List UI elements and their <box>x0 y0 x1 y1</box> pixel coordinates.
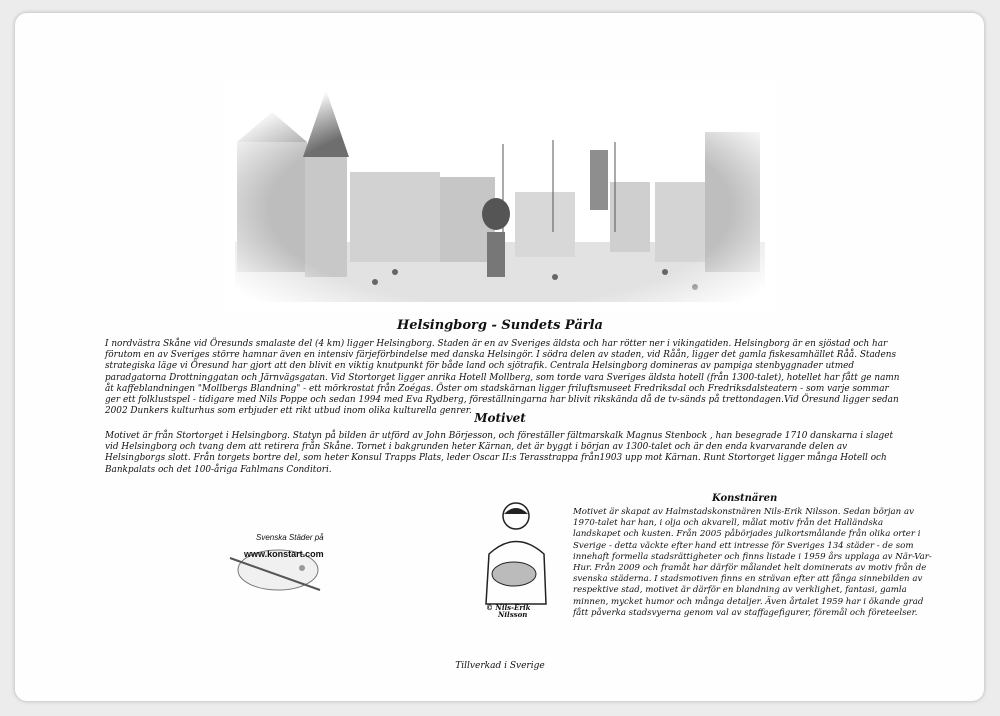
logo-caption: Svenska Städer på <box>256 533 324 542</box>
intro-paragraph: I nordvästra Skåne vid Öresunds smalaste del (4 km) ligger Helsingborg. Staden är en av Sveriges äldsta och har rötter ner i vikingatiden. Helsingborg är en sjöstad och har förutom en av Sveriges större hamnar även en intensiv färjeförbindelse med danska Helsingör. I södra delen av staden, vid Råån, ligger det gamla fiskesamhället Råå. Stadens strategiska läge vi Öresund har gjort att den blivit en viktig knutpunkt för både land och sjötrafik. Centrala Helsingborg domineras av pampiga stenbyggnader utmed paradgatorna Drottninggatan och Järnvägsgatan. Vid Stortorget ligger anrika Hotell Mollberg, som torde vara Sveriges äldsta hotell (från 1300-talet), hotellet har fått ge namn åt kaffeblandningen "Mollbergs Blandning" - ett mörkrostat från Zoégas. Öster om stadskärnan ligger friluftsmuseet Fredriksdal och Fredriksdalsteatern - som varje sommar ger ett folklustspel - tidigare med Nils Poppe och sedan 1994 med Eva Rydberg, föreställningarna har blivit rikskända då de tv-sänds på trettondagen.Vid Öresund ligger sedan 2002 Dunkers kulturhus som erbjuder ett rikt utbud inom olika kulturella genrer. <box>105 339 900 417</box>
artist-paragraph: Motivet är skapat av Halmstadskonstnären Nils-Erik Nilsson. Sedan början av 1970-talet har han, i olja och akvarell, målat motiv från det Halländska landskapet och kusten. Från 2005 påbörjades julkortsmålande från olika orter i Sverige - detta väckte efter hand ett intresse för Sveriges 134 städer - de som innehaft formella stadsrättigheter och finns listade i 1959 års upplaga av När-Var-Hur. Från 2009 och framåt har därför målandet helt dominerats av motiv från de svenska städerna. I stadsmotiven finns en strävan efter att fånga sinnebilden av respektive stad, motivet är därför en blandning av verklighet, fantasi, gamla minnen, mycket humor och många detaljer. Även årtalet 1959 har i ökande grad fått påverka stadsvyerna genom val av staffagefigurer, föremål och företeelser. <box>573 507 932 618</box>
motivet-paragraph: Motivet är från Stortorget i Helsingborg. Statyn på bilden är utförd av John Börjesson, och föreställer fältmarskalk Magnus Stenbock , han besegrade 1710 danskarna i slaget vid Helsingborg och tvang dem att retirera från Skåne. Tornet i bakgrunden heter Kärnan, det är byggt i början av 1300-talet och är den enda kvarvarande delen av Helsingborgs slott. Från torgets bortre del, som heter Konsul Trapps Plats, leder Oscar II:s Terasstrappa från1903 upp mot Kärnan. Runt Stortorget ligger många Hotell och Bankpalats och det 100-åriga Fahlmans Conditori. <box>105 431 894 475</box>
page-title: Helsingborg - Sundets Pärla <box>396 318 603 333</box>
motivet-heading: Motivet <box>474 411 526 425</box>
artist-signature: © Nils-Erik Nilsson <box>486 603 531 619</box>
made-in-footer: Tillverkad i Sverige <box>455 661 545 671</box>
city-panorama-image <box>225 82 775 312</box>
artist-heading: Konstnären <box>712 493 778 504</box>
logo-url-text: www.konstart.com <box>244 549 324 559</box>
